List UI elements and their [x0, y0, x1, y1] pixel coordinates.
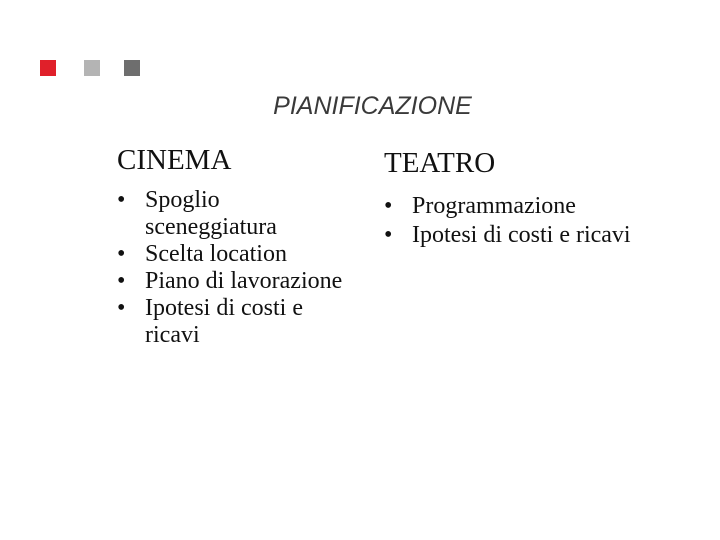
teatro-column	[384, 146, 684, 250]
teatro-list	[384, 192, 684, 250]
list-item	[117, 295, 357, 349]
cinema-list	[117, 187, 357, 349]
slide-title: PIANIFICAZIONE	[273, 92, 472, 120]
list-item-text: Ipotesi di costi e ricavi	[145, 295, 303, 348]
list-item	[117, 268, 357, 295]
bullet-icon: •	[117, 268, 126, 294]
decor-square-light-gray	[84, 60, 100, 76]
cinema-column	[117, 143, 357, 349]
list-item	[384, 192, 684, 221]
list-item	[384, 221, 684, 250]
bullet-icon: •	[117, 241, 126, 267]
decor-square-dark-gray	[124, 60, 140, 76]
list-item	[117, 241, 357, 268]
bullet-icon: •	[117, 187, 126, 213]
bullet-icon: •	[384, 193, 393, 219]
list-item-text: Scelta location	[145, 241, 287, 267]
cinema-heading: CINEMA	[117, 144, 232, 176]
bullet-icon: •	[384, 222, 393, 248]
list-item-text: Piano di lavorazione	[145, 268, 343, 294]
bullet-icon: •	[117, 295, 126, 321]
list-item-text: Programmazione	[412, 193, 576, 219]
teatro-heading: TEATRO	[384, 147, 496, 179]
decor-square-red	[40, 60, 56, 76]
list-item-text: Ipotesi di costi e ricavi	[412, 222, 631, 248]
list-item-text: Spoglio sceneggiatura	[145, 187, 277, 240]
list-item	[117, 187, 357, 241]
